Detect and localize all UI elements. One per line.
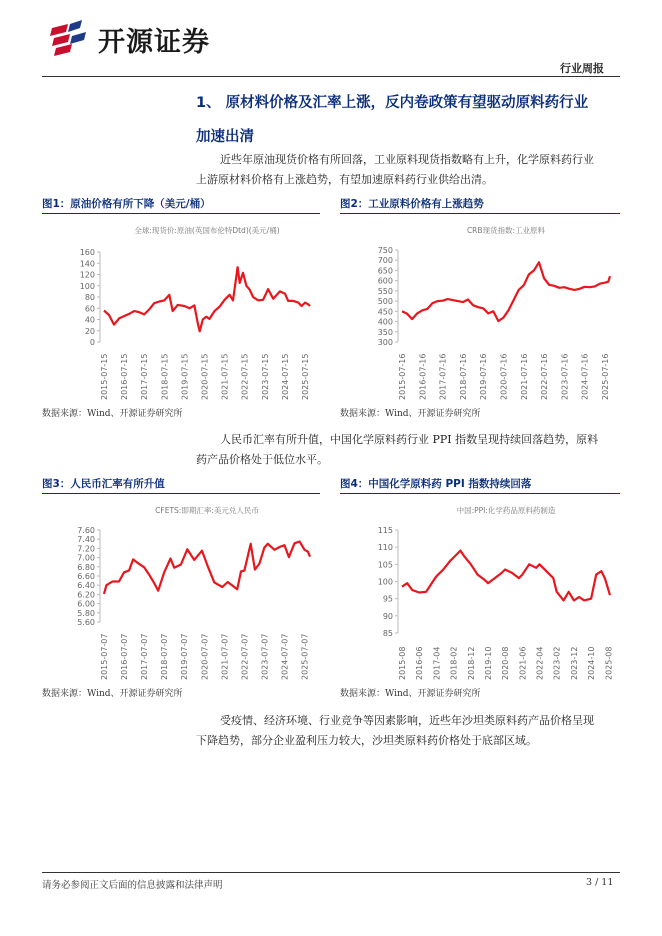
y-tick-label: 6.80 bbox=[77, 562, 95, 572]
paragraph-2-line2: 药产品价格处于低位水平。 bbox=[196, 453, 328, 466]
footer-rule bbox=[42, 872, 620, 873]
series-line bbox=[104, 542, 310, 594]
paragraph-3-line2: 下降趋势，部分企业盈利压力较大，沙坦类原料药价格处于底部区域。 bbox=[196, 734, 537, 747]
x-tick-label: 2017-04 bbox=[432, 646, 442, 680]
figure-3-rule bbox=[42, 493, 320, 494]
x-tick-label: 2018-07-07 bbox=[160, 633, 170, 680]
y-tick-label: 120 bbox=[79, 270, 95, 280]
y-tick-label: 60 bbox=[84, 304, 95, 314]
x-tick-label: 2020-08 bbox=[501, 646, 511, 680]
y-tick-label: 400 bbox=[377, 317, 393, 327]
x-tick-label: 2022-04 bbox=[535, 646, 545, 680]
figure-4-title: 图4：中国化学原料药 PPI 指数持续回落 bbox=[340, 478, 532, 490]
y-tick-label: 7.60 bbox=[77, 526, 95, 535]
figure-2-source: 数据来源：Wind、开源证券研究所 bbox=[340, 409, 481, 419]
x-tick-label: 2018-07-16 bbox=[458, 353, 468, 400]
x-tick-label: 2021-06 bbox=[518, 646, 528, 680]
x-tick-label: 2016-07-15 bbox=[120, 353, 130, 400]
chart-title: 中国:PPI:化学药品原料药制造 bbox=[456, 506, 556, 515]
y-tick-label: 7.40 bbox=[77, 535, 95, 545]
chart-oil-price bbox=[42, 216, 320, 404]
y-tick-label: 6.00 bbox=[77, 599, 95, 609]
y-tick-label: 85 bbox=[382, 629, 393, 638]
y-tick-label: 90 bbox=[382, 611, 393, 621]
y-tick-label: 450 bbox=[377, 307, 393, 317]
x-tick-label: 2017-07-16 bbox=[438, 353, 448, 400]
x-tick-label: 2020-07-15 bbox=[200, 353, 210, 400]
y-tick-label: 350 bbox=[377, 327, 393, 337]
figure-1-rule bbox=[42, 213, 320, 214]
series-line bbox=[104, 267, 310, 331]
x-tick-label: 2021-07-07 bbox=[220, 633, 230, 680]
figure-3-title: 图3：人民币汇率有所升值 bbox=[42, 478, 165, 490]
x-tick-label: 2015-07-07 bbox=[100, 633, 109, 680]
figure-3-source: 数据来源：Wind、开源证券研究所 bbox=[42, 689, 183, 699]
document-type: 行业周报 bbox=[560, 62, 604, 75]
x-tick-label: 2015-07-15 bbox=[100, 353, 109, 400]
y-tick-label: 0 bbox=[89, 338, 95, 347]
section-title-line1: 1、 原材料价格及汇率上涨，反内卷政策有望驱动原料药行业 bbox=[196, 95, 589, 111]
y-tick-label: 6.20 bbox=[77, 590, 95, 600]
x-tick-label: 2023-07-07 bbox=[260, 633, 270, 680]
paragraph-1-line1: 近些年原油现货价格有所回落，工业原料现货指数略有上升，化学原料药行业 bbox=[220, 153, 594, 166]
x-tick-label: 2022-07-07 bbox=[240, 633, 250, 680]
y-tick-label: 7.20 bbox=[77, 544, 95, 554]
x-tick-label: 2016-06 bbox=[415, 646, 425, 680]
y-tick-label: 95 bbox=[382, 594, 393, 604]
x-tick-label: 2024-10 bbox=[587, 646, 597, 680]
x-tick-label: 2022-07-15 bbox=[240, 353, 250, 400]
x-tick-label: 2018-07-15 bbox=[160, 353, 170, 400]
y-tick-label: 550 bbox=[377, 286, 393, 296]
y-tick-label: 5.60 bbox=[77, 618, 95, 627]
x-tick-label: 2015-07-16 bbox=[398, 353, 407, 400]
y-tick-label: 750 bbox=[377, 246, 393, 255]
x-tick-label: 2024-07-07 bbox=[280, 633, 290, 680]
x-tick-label: 2021-07-16 bbox=[519, 353, 529, 400]
x-tick-label: 2022-07-16 bbox=[540, 353, 550, 400]
x-tick-label: 2017-07-15 bbox=[140, 353, 150, 400]
y-tick-label: 80 bbox=[84, 293, 95, 302]
y-tick-label: 115 bbox=[377, 526, 393, 535]
y-tick-label: 160 bbox=[79, 248, 95, 257]
x-tick-label: 2019-07-16 bbox=[479, 353, 489, 400]
paragraph-3-line1: 受疫情、经济环境、行业竞争等因素影响，近些年沙坦类原料药产品价格呈现 bbox=[220, 714, 594, 727]
x-tick-label: 2017-07-07 bbox=[140, 633, 150, 680]
paragraph-2-line1: 人民币汇率有所升值，中国化学原料药行业 PPI 指数呈现持续回落趋势，原料 bbox=[220, 433, 599, 446]
y-tick-label: 40 bbox=[84, 315, 95, 325]
x-tick-label: 2023-12 bbox=[569, 646, 579, 680]
y-tick-label: 6.60 bbox=[77, 572, 95, 581]
x-tick-label: 2019-10 bbox=[483, 646, 493, 680]
x-tick-label: 2020-07-16 bbox=[499, 353, 509, 400]
chart-title: CRB现货指数:工业原料 bbox=[466, 226, 546, 235]
page-number: 3 / 11 bbox=[586, 877, 614, 888]
figure-2-rule bbox=[340, 213, 620, 214]
chart-usd-cny bbox=[42, 496, 320, 684]
y-tick-label: 105 bbox=[377, 560, 393, 570]
y-tick-label: 20 bbox=[84, 326, 95, 336]
chart-api-ppi bbox=[340, 496, 620, 684]
x-tick-label: 2021-07-15 bbox=[220, 353, 230, 400]
x-tick-label: 2020-07-07 bbox=[200, 633, 210, 680]
x-tick-label: 2015-08 bbox=[398, 646, 407, 680]
x-tick-label: 2023-07-15 bbox=[260, 353, 270, 400]
y-tick-label: 7.00 bbox=[77, 553, 95, 563]
y-tick-label: 6.40 bbox=[77, 581, 95, 591]
y-tick-label: 650 bbox=[377, 266, 393, 276]
x-tick-label: 2018-12 bbox=[466, 646, 476, 680]
x-tick-label: 2019-07-15 bbox=[180, 353, 190, 400]
x-tick-label: 2025-07-16 bbox=[600, 353, 610, 400]
y-tick-label: 700 bbox=[377, 256, 393, 266]
figure-1-source: 数据来源：Wind、开源证券研究所 bbox=[42, 409, 183, 419]
section-title-line2: 加速出清 bbox=[196, 129, 254, 145]
x-tick-label: 2024-07-16 bbox=[580, 353, 590, 400]
paragraph-1-line2: 上游原材料价格有上涨趋势，有望加速原料药行业供给出清。 bbox=[196, 173, 493, 186]
x-tick-label: 2019-07-07 bbox=[180, 633, 190, 680]
brand-logo bbox=[46, 18, 256, 58]
series-line bbox=[402, 262, 610, 321]
x-tick-label: 2016-07-07 bbox=[120, 633, 130, 680]
figure-1-title: 图1：原油价格有所下降（美元/桶） bbox=[42, 198, 211, 210]
y-tick-label: 5.80 bbox=[77, 608, 95, 618]
x-tick-label: 2016-07-16 bbox=[418, 353, 428, 400]
series-line bbox=[402, 551, 610, 601]
y-tick-label: 600 bbox=[377, 276, 393, 286]
x-tick-label: 2025-08 bbox=[604, 646, 614, 680]
header-rule bbox=[42, 76, 620, 77]
y-tick-label: 140 bbox=[79, 259, 95, 269]
footer-disclaimer: 请务必参阅正文后面的信息披露和法律声明 bbox=[42, 880, 223, 891]
x-tick-label: 2025-07-15 bbox=[300, 353, 310, 400]
y-tick-label: 300 bbox=[377, 338, 393, 347]
figure-2-title: 图2：工业原料价格有上涨趋势 bbox=[340, 198, 484, 210]
figure-4-rule bbox=[340, 493, 620, 494]
x-tick-label: 2023-07-16 bbox=[560, 353, 570, 400]
x-tick-label: 2018-02 bbox=[449, 646, 459, 680]
chart-title: 全球:现货价:原油(英国布伦特Dtd)(美元/桶) bbox=[134, 226, 280, 235]
y-tick-label: 100 bbox=[377, 577, 393, 587]
brand-name: 开源证券 bbox=[98, 27, 210, 58]
x-tick-label: 2024-07-15 bbox=[280, 353, 290, 400]
chart-crb-industrial bbox=[340, 216, 620, 404]
y-tick-label: 100 bbox=[79, 281, 95, 291]
chart-title: CFETS:即期汇率:美元兑人民币 bbox=[155, 506, 259, 515]
x-tick-label: 2025-07-07 bbox=[300, 633, 310, 680]
x-tick-label: 2023-02 bbox=[552, 646, 562, 680]
y-tick-label: 500 bbox=[377, 297, 393, 307]
figure-4-source: 数据来源：Wind、开源证券研究所 bbox=[340, 689, 481, 699]
logo-mark-icon bbox=[46, 18, 90, 58]
y-tick-label: 110 bbox=[377, 543, 393, 553]
